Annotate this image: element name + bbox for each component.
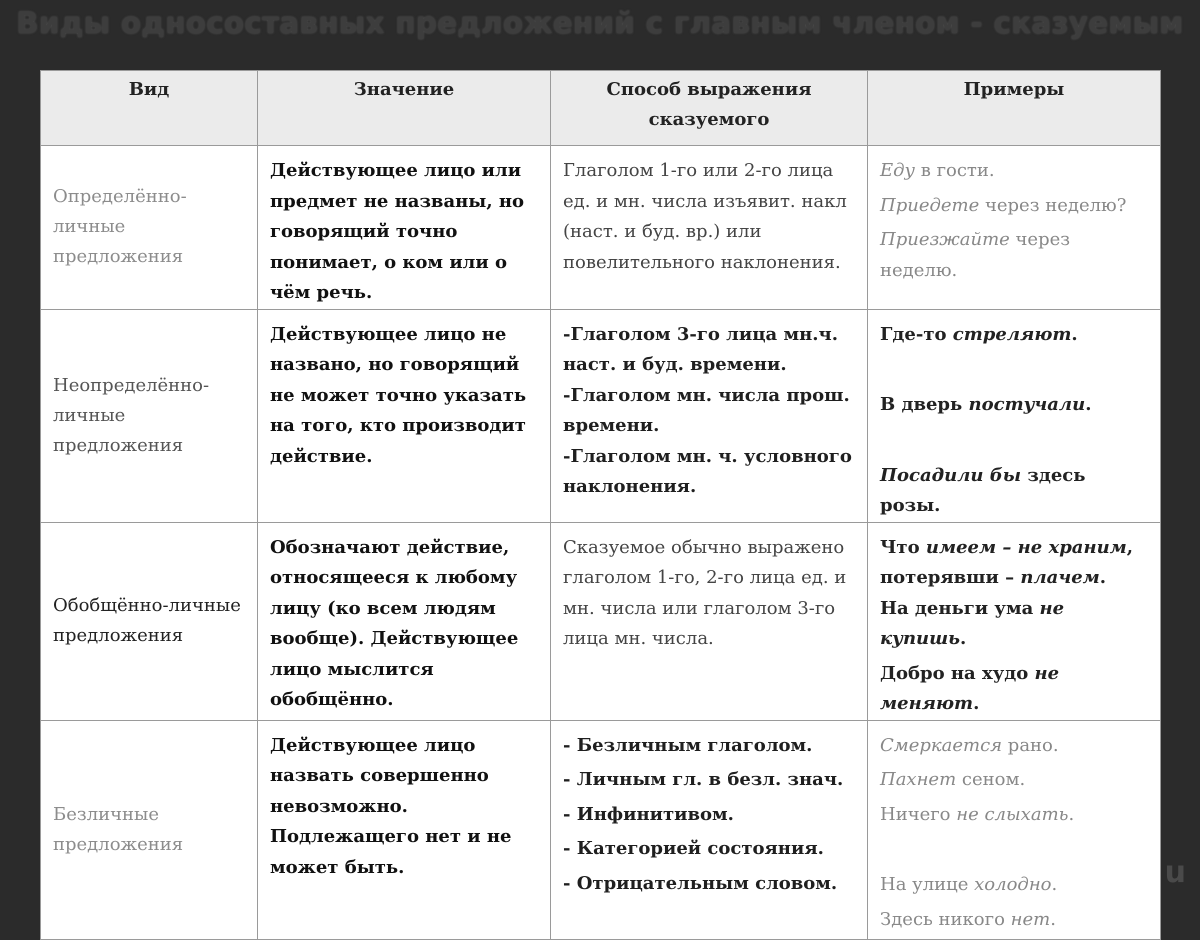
kind-cell: Обобщённо-личные предложения <box>41 522 258 720</box>
example-predicate: не меняют <box>880 662 1060 714</box>
method-line: - Категорией состояния. <box>563 838 824 859</box>
example-line <box>880 225 1150 286</box>
example-text: . <box>973 693 980 714</box>
meaning-line: Подлежащего нет и не может быть. <box>270 826 512 878</box>
page-title: Виды односоставных предложений с главным членом - сказуемым <box>16 6 1184 40</box>
example-text: . <box>960 628 967 649</box>
example-predicate: холодно <box>974 874 1052 895</box>
method-line: - Личным гл. в безл. знач. <box>563 769 844 790</box>
column-header: Примеры <box>868 71 1161 146</box>
example-text: через неделю? <box>979 194 1127 216</box>
sentence-types-table <box>40 70 1161 940</box>
example-line <box>880 905 1150 936</box>
example-predicate: Пахнет <box>880 769 957 790</box>
example-predicate: Еду <box>880 160 915 181</box>
example-predicate: Смеркается <box>880 734 1003 756</box>
example-text: . <box>1050 908 1056 930</box>
example-text: . <box>1085 394 1092 415</box>
example-predicate: Приезжайте <box>880 229 1010 250</box>
example-line <box>880 800 1150 831</box>
example-predicate: Посадили бы <box>880 464 1022 486</box>
example-line <box>880 594 1150 655</box>
meaning-cell: Действующее лицо не названо, но говорящий не может точно указать на того, кто производит действие. <box>258 309 551 522</box>
example-predicate: имеем – не храним <box>925 536 1127 558</box>
example-text: Что <box>880 536 926 558</box>
example-text: Ничего <box>880 803 957 825</box>
example-line <box>880 156 1150 187</box>
method-line: - Инфинитивом. <box>563 803 734 825</box>
example-text: через неделю. <box>880 229 1071 281</box>
example-text: сеном. <box>956 769 1026 790</box>
example-text: в гости. <box>915 160 995 181</box>
example-text: Где-то <box>880 323 953 345</box>
table-row <box>41 720 1161 939</box>
meaning-cell: Действующее лицо или предмет не названы, но говорящий точно понимает, о ком или о чём речь. <box>258 146 551 310</box>
method-line: Сказуемое обычно выражено глаголом 1-го, 2-го лица ед. и мн. числа или глаголом 3-го лица мн. числа. <box>563 536 847 649</box>
method-line: -Глаголом мн. ч. условного наклонения. <box>563 445 852 497</box>
example-predicate: не купишь <box>880 597 1065 649</box>
kind-cell: Безличные предложения <box>41 720 258 939</box>
method-line: Глаголом 1-го или 2-го лица ед. и мн. числа изъявит. накл (наст. и буд. вр.) или повелительного наклонения. <box>563 160 847 273</box>
examples-cell <box>868 522 1161 720</box>
method-line: -Глаголом 3-го лица мн.ч. наст. и буд. времени. <box>563 323 838 375</box>
table-row <box>41 309 1161 522</box>
example-text: В дверь <box>880 394 969 415</box>
example-line <box>880 390 1150 421</box>
example-predicate: Приедете <box>880 194 980 216</box>
example-text: На деньги ума <box>880 597 1040 619</box>
example-text: . <box>1068 803 1075 825</box>
examples-cell <box>868 309 1161 522</box>
method-cell <box>551 146 868 310</box>
examples-cell <box>868 720 1161 939</box>
example-text: Здесь никого <box>880 908 1011 930</box>
example-line <box>880 731 1150 762</box>
example-line <box>880 461 1150 522</box>
example-text: здесь розы. <box>880 464 1086 516</box>
example-predicate: стреляют <box>952 323 1072 345</box>
example-predicate: нет <box>1010 908 1051 930</box>
example-text: рано. <box>1002 734 1059 756</box>
example-predicate: постучали <box>968 394 1086 415</box>
example-line <box>880 533 1150 594</box>
example-line <box>880 320 1150 351</box>
table-header-row <box>41 71 1161 146</box>
kind-cell: Определённо-личные предложения <box>41 146 258 310</box>
example-text: На улице <box>880 874 975 895</box>
example-line <box>880 870 1150 901</box>
example-line <box>880 659 1150 720</box>
meaning-line: Действующее лицо назвать совершенно невозможно. <box>270 734 489 817</box>
meaning-cell <box>258 720 551 939</box>
table-row <box>41 522 1161 720</box>
table-row <box>41 146 1161 310</box>
watermark: u <box>1164 855 1186 890</box>
example-text: . <box>1099 567 1107 588</box>
example-line <box>880 191 1150 222</box>
method-cell <box>551 309 868 522</box>
method-cell <box>551 720 868 939</box>
method-line: -Глаголом мн. числа прош. времени. <box>563 384 850 436</box>
meaning-cell: Обозначают действие, относящееся к любому лицу (ко всем людям вообще). Действующее лицо мыслится обобщённо. <box>258 522 551 720</box>
column-header: Значение <box>258 71 551 146</box>
method-cell <box>551 522 868 720</box>
column-header: Вид <box>41 71 258 146</box>
example-text: Добро на худо <box>880 662 1035 684</box>
method-line: - Отрицательным словом. <box>563 872 838 894</box>
example-text: . <box>1051 874 1058 895</box>
example-text: , потерявши – <box>880 536 1134 588</box>
column-header: Способ выражения сказуемого <box>551 71 868 146</box>
example-text: . <box>1071 323 1078 345</box>
kind-cell: Неопределённо-личные предложения <box>41 309 258 522</box>
example-predicate: не слыхать <box>956 803 1069 825</box>
method-line: - Безличным глаголом. <box>563 734 813 756</box>
examples-cell <box>868 146 1161 310</box>
example-line <box>880 765 1150 796</box>
example-predicate: плачем <box>1020 567 1100 588</box>
